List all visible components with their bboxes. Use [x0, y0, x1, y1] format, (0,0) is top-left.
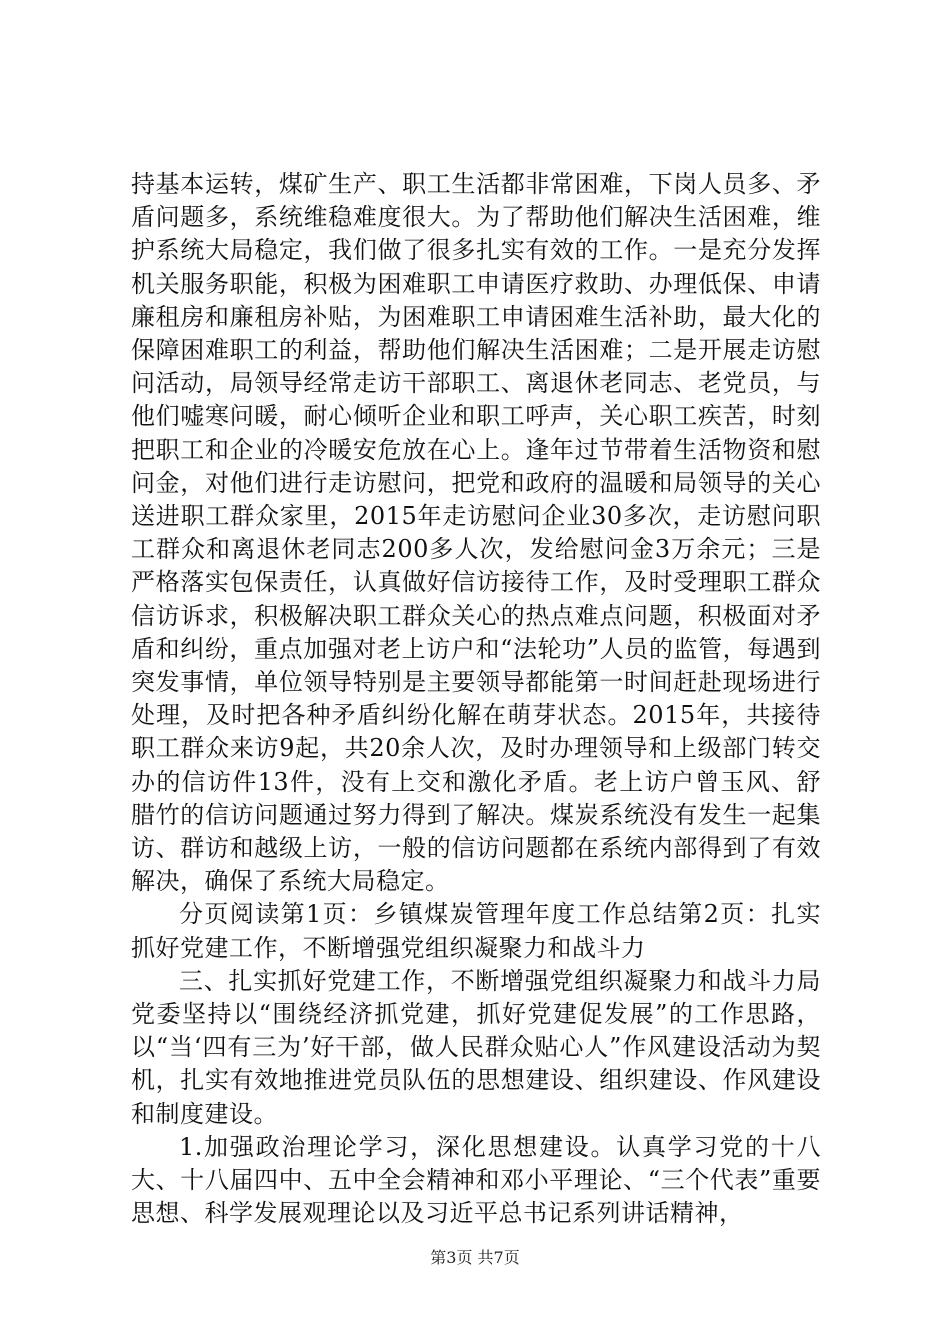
- section-three-paragraph: 三、扎实抓好党建工作，不断增强党组织凝聚力和战斗力局党委坚持以“围绕经济抓党建，抓好党建促发展”的工作思路，以“当‘四有三为’好干部，做人民群众贴心人”作风建设活动为契机，扎实有效地推进党员队伍的思想建设、组织建设、作风建设和制度建设。: [131, 966, 821, 1128]
- item-one-paragraph: 1.加强政治理论学习，深化思想建设。认真学习党的十八大、十八届四中、五中全会精神和邓小平理论、“三个代表”重要思想、科学发展观理论以及习近平总书记系列讲话精神，: [131, 1132, 821, 1228]
- page-footer: 第3页 共7页: [430, 1248, 520, 1267]
- pagination-note: 分页阅读第1页：乡镇煤炭管理年度工作总结第2页：扎实抓好党建工作，不断增强党组织凝聚力和战斗力: [131, 900, 821, 962]
- document-body: [131, 168, 821, 1231]
- body-paragraph-1: 持基本运转，煤矿生产、职工生活都非常困难，下岗人员多、矛盾问题多，系统维稳难度很大。为了帮助他们解决生活困难，维护系统大局稳定，我们做了很多扎实有效的工作。一是充分发挥机关服务职能，积极为困难职工申请医疗救助、办理低保、申请廉租房和廉租房补贴，为困难职工申请困难生活补助，最大化的保障困难职工的利益，帮助他们解决生活困难；二是开展走访慰问活动，局领导经常走访干部职工、离退休老同志、老党员，与他们嘘寒问暖，耐心倾听企业和职工呼声，关心职工疾苦，时刻把职工和企业的冷暖安危放在心上。逢年过节带着生活物资和慰问金，对他们进行走访慰问，把党和政府的温暖和局领导的关心送进职工群众家里，2015年走访慰问企业30多次，走访慰问职工群众和离退休老同志200多人次，发给慰问金3万余元；三是严格落实包保责任，认真做好信访接待工作，及时受理职工群众信访诉求，积极解决职工群众关心的热点难点问题，积极面对矛盾和纠纷，重点加强对老上访户和“法轮功”人员的监管，每遇到突发事情，单位领导特别是主要领导都能第一时间赶赴现场进行处理，及时把各种矛盾纠纷化解在萌芽状态。2015年，共接待职工群众来访9起，共20余人次，及时办理领导和上级部门转交办的信访件13件，没有上交和激化矛盾。老上访户曾玉风、舒腊竹的信访问题通过努力得到了解决。煤炭系统没有发生一起集访、群访和越级上访，一般的信访问题都在系统内部得到了有效解决，确保了系统大局稳定。: [131, 170, 821, 896]
